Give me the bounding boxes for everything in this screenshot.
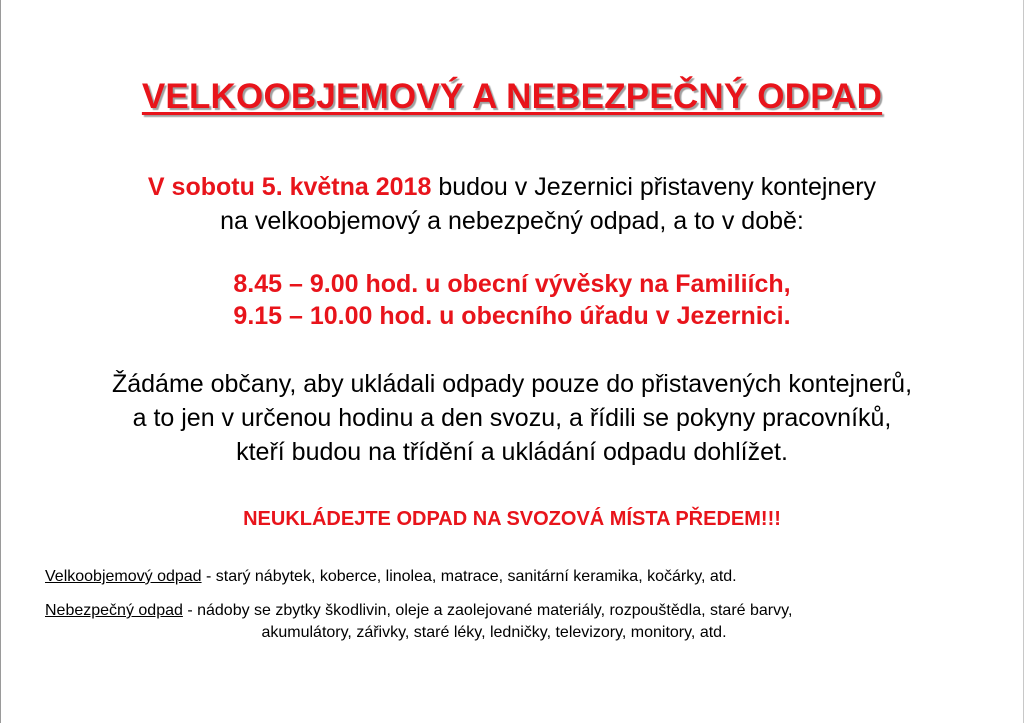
intro-line-1-rest: budou v Jezernici přistaveny kontejnery — [431, 173, 877, 201]
request-paragraph — [1, 367, 1023, 469]
definition-term-hazardous: Nebezpečný odpad — [45, 602, 183, 619]
definition-bulky-waste — [45, 566, 983, 588]
intro-line-2: na velkoobjemový a nebezpečný odpad, a to v době: — [220, 207, 804, 235]
request-line-3: kteří budou na třídění a ukládání odpadu dohlížet. — [236, 438, 788, 466]
intro-line-1 — [1, 170, 1023, 204]
definition-hazardous-line-1 — [45, 600, 983, 622]
warning-notice: NEUKLÁDEJTE ODPAD NA SVOZOVÁ MÍSTA PŘEDEM!!! — [243, 508, 781, 530]
definition-text-bulky: - starý nábytek, koberce, linolea, matrace, sanitární keramika, kočárky, atd. — [201, 568, 737, 585]
intro-paragraph — [1, 170, 1023, 238]
definition-text-hazardous-2: akumulátory, zářivky, staré léky, ledničky, televizory, monitory, atd. — [261, 624, 727, 641]
collection-time-2: 9.15 – 10.00 hod. u obecního úřadu v Jezernici. — [233, 302, 791, 330]
collection-times — [1, 268, 1023, 332]
request-line-1: Žádáme občany, aby ukládali odpady pouze do přistavených kontejnerů, — [111, 370, 913, 398]
request-line-2: a to jen v určenou hodinu a den svozu, a řídili se pokyny pracovníků, — [132, 404, 892, 432]
definition-hazardous-waste — [45, 600, 983, 644]
page-title: VELKOOBJEMOVÝ A NEBEZPEČNÝ ODPAD — [141, 77, 883, 116]
definition-text-hazardous-1: - nádoby se zbytky škodlivin, oleje a zaolejované materiály, rozpouštědla, staré barvy, — [182, 602, 793, 619]
definitions-section — [45, 566, 983, 644]
intro-date-highlight: V sobotu 5. května 2018 — [147, 173, 432, 201]
definition-term-bulky: Velkoobjemový odpad — [45, 568, 202, 585]
collection-time-1: 8.45 – 9.00 hod. u obecní vývěsky na Familiích, — [233, 270, 791, 298]
